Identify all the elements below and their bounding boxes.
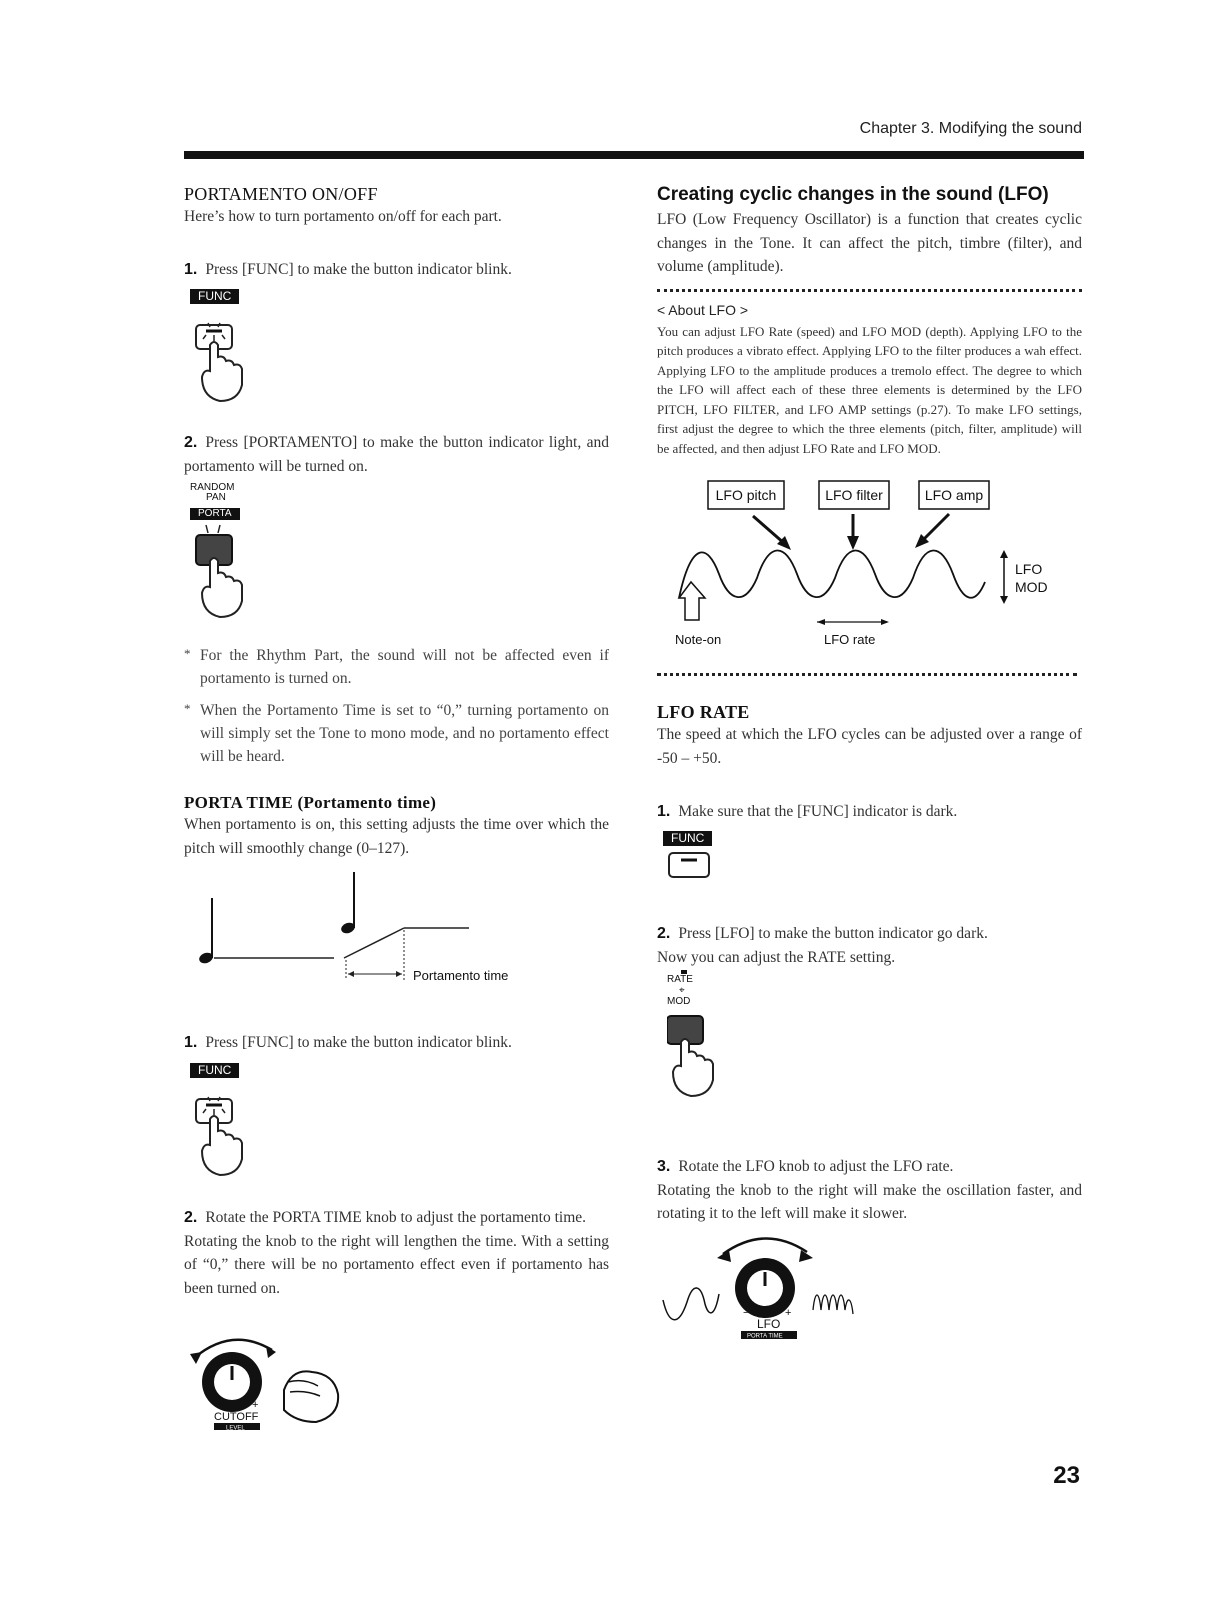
porta-label: PORTA [190, 508, 240, 520]
finger-press-icon [190, 521, 270, 621]
step-text: Rotate the LFO knob to adjust the LFO rate. [678, 1158, 954, 1175]
func-label: FUNC [190, 289, 239, 304]
step-number: 2. [657, 925, 671, 942]
lfo-title: Creating cyclic changes in the sound (LFO) [657, 184, 1049, 205]
step-text: Press [PORTAMENTO] to make the button indicator light, and portamento will be turned on. [184, 434, 609, 475]
porta-button-illustration [190, 483, 270, 621]
knob-sub-label: LEVEL [226, 1425, 245, 1432]
lfo-filter-box: LFO filter [825, 487, 883, 503]
header-rule [184, 151, 1084, 159]
lfo-rate-step2 [657, 922, 1082, 969]
portamento-time-label: Portamento time [413, 968, 509, 983]
lfo-rate-section [657, 702, 1082, 770]
finger-press-icon [667, 1008, 747, 1098]
note-text: * When the Portamento Time is set to “0,” turning portamento on will simply set the Tone to mono mode, and no portamento effect will be heard. [184, 699, 609, 768]
step-number: 2. [184, 1209, 198, 1226]
finger-press-icon [190, 1079, 270, 1179]
led-icon: ⌖ [679, 985, 685, 996]
func-dark-illustration [663, 829, 723, 883]
step-number: 2. [184, 434, 198, 451]
portamento-title: PORTAMENTO ON/OFF [184, 184, 378, 204]
func-label: FUNC [663, 831, 712, 846]
porta-time-step1 [184, 1031, 609, 1055]
lfo-button-illustration [667, 970, 747, 1098]
knob-minus: − [218, 1399, 225, 1411]
portamento-step1 [184, 258, 609, 282]
lfo-rate-label: LFO rate [824, 632, 876, 647]
knob-plus: + [785, 1307, 792, 1319]
portamento-intro: Here’s how to turn portamento on/off for each part. [184, 208, 502, 225]
lfo-rate-title: LFO RATE [657, 702, 750, 722]
step-text: Make sure that the [FUNC] indicator is dark. [678, 803, 958, 820]
dotted-divider [657, 673, 1077, 676]
lfo-knob-illustration [657, 1230, 887, 1345]
lfo-rate-intro: The speed at which the LFO cycles can be adjusted over a range of -50 – +50. [657, 726, 1082, 767]
porta-time-detail: Rotating the knob to the right will lengthen the time. With a setting of “0,” there will be no portamento effect even if portamento has been turned on. [184, 1232, 609, 1297]
portamento-step2 [184, 431, 609, 478]
lfo-section [657, 184, 1082, 458]
knob-icon [184, 1330, 354, 1440]
dotted-divider [657, 289, 1082, 292]
knob-sub-label: PORTA TIME [747, 1333, 783, 1340]
porta-time-section [184, 793, 609, 860]
step-number: 1. [184, 1034, 198, 1051]
step-text: Press [LFO] to make the button indicator go dark. [678, 925, 988, 942]
portamento-note1 [184, 644, 609, 690]
lfo-rate-step3-detail: Rotating the knob to the right will make the oscillation faster, and rotating it to the left will make it slower. [657, 1181, 1082, 1222]
func-label: FUNC [190, 1063, 239, 1078]
note-text: * For the Rhythm Part, the sound will not be affected even if portamento is turned on. [184, 644, 609, 690]
about-lfo-title: < About LFO > [657, 301, 749, 318]
step-text: Press [FUNC] to make the button indicator blink. [205, 1034, 512, 1051]
porta-time-intro: When portamento is on, this setting adjusts the time over which the pitch will smoothly change (0–127). [184, 816, 609, 857]
lfo-rate-step3 [657, 1155, 1082, 1226]
page-number: 23 [1053, 1462, 1080, 1489]
random-label: RANDOM [190, 482, 235, 493]
portamento-note2 [184, 699, 609, 768]
step-number: 1. [184, 261, 198, 278]
lfo-mod-line2: MOD [1015, 579, 1048, 595]
knob-minus: − [743, 1307, 750, 1319]
lfo-rate-step2-detail: Now you can adjust the RATE setting. [657, 948, 896, 966]
finger-press-icon [190, 305, 270, 405]
cutoff-knob-illustration [184, 1330, 354, 1440]
porta-time-title: PORTA TIME (Portamento time) [184, 793, 437, 812]
step-text: Rotate the PORTA TIME knob to adjust the portamento time. [205, 1209, 587, 1226]
lfo-knob-label: LFO [757, 1317, 781, 1331]
lfo-diagram [657, 478, 1082, 650]
button-icon [663, 847, 723, 883]
lfo-pitch-box: LFO pitch [715, 487, 777, 503]
note-on-label: Note-on [675, 632, 722, 647]
knob-plus: + [252, 1399, 259, 1411]
lfo-amp-box: LFO amp [924, 487, 984, 503]
portamento-time-diagram [184, 868, 544, 988]
step-text: Press [FUNC] to make the button indicator blink. [205, 261, 512, 278]
lfo-mod-line1: LFO [1015, 561, 1043, 577]
func-button-illustration [190, 1061, 270, 1179]
chapter-header: Chapter 3. Modifying the sound [859, 120, 1082, 137]
lfo-rate-step1 [657, 800, 1082, 824]
rate-label: RATE [667, 974, 693, 985]
porta-time-step2 [184, 1206, 609, 1300]
about-lfo-text: You can adjust LFO Rate (speed) and LFO MOD (depth). Applying LFO to the pitch produces a vibrato effect. Applying LFO to the filter produces a wah effect. Applying LFO to the amplitude produces a tremolo effect. The degree to which the LFO will affect each of these three elements is determined by the LFO PITCH, LFO FILTER, and LFO AMP settings (p.27). To make LFO settings, first adjust the degree to which the three elements (pitch, filter, amplitude) will be affected, and then adjust LFO Rate and LFO MOD. [657, 323, 1082, 456]
step-number: 1. [657, 803, 671, 820]
cutoff-label: CUTOFF [214, 1411, 259, 1423]
func-button-illustration [190, 287, 270, 405]
lfo-intro: LFO (Low Frequency Oscillator) is a function that creates cyclic changes in the Tone. It can affect the pitch, timbre (filter), and volume (amplitude). [657, 211, 1082, 275]
pan-label: PAN [206, 492, 226, 503]
step-number: 3. [657, 1158, 671, 1175]
mod-label: MOD [667, 996, 691, 1007]
portamento-section [184, 184, 609, 229]
